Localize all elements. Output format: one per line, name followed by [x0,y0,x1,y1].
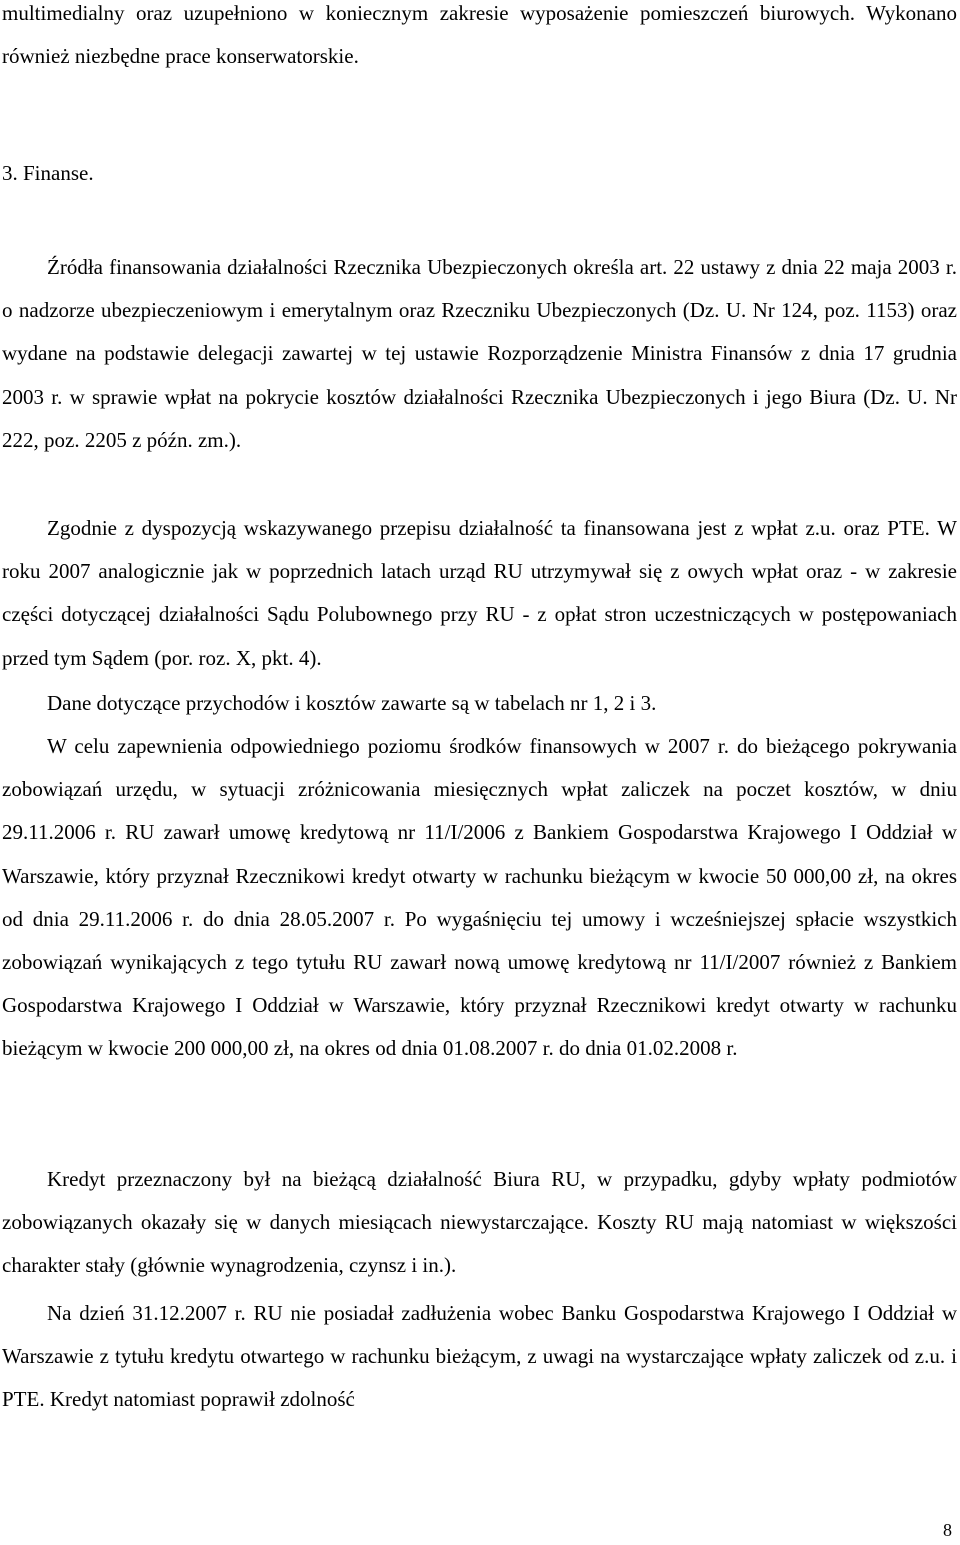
paragraph-credit-purpose: Kredyt przeznaczony był na bieżącą działalność Biura RU, w przypadku, gdyby wpłaty podmiotów zobowiązanych okazały się w danych miesiącach niewystarczające. Koszty RU mają natomiast w większości charakter stały (głównie wynagrodzenia, czynsz i in.). [2,1167,957,1278]
paragraph-credit-agreements: W celu zapewnienia odpowiedniego poziomu środków finansowych w 2007 r. do bieżącego pokrywania zobowiązań urzędu, w sytuacji zróżnicowania miesięcznych wpłat zaliczek na poczet kosztów, w dniu 29.11.2006 r. RU zawarł umowę kredytową nr 11/I/2006 z Bankiem Gospodarstwa Krajowego I Oddział w Warszawie, który przyznał Rzecznikowi kredyt otwarty w rachunku bieżącym w kwocie 50 000,00 zł, na okres od dnia 29.11.2006 r. do dnia 28.05.2007 r. Po wygaśnięciu tej umowy i wcześniejszej spłacie wszystkich zobowiązań wynikających z tego tytułu RU zawarł nową umowę kredytową nr 11/I/2007 również z Bankiem Gospodarstwa Krajowego I Oddział w Warszawie, który przyznał Rzecznikowi kredyt otwarty w rachunku bieżącym w kwocie 200 000,00 zł, na okres od dnia 01.08.2007 r. do dnia 01.02.2008 r. [2,734,957,1061]
paragraph-tables-reference: Dane dotyczące przychodów i kosztów zawarte są w tabelach nr 1, 2 i 3. [47,691,657,715]
page-number: 8 [943,1520,952,1540]
paragraph-year-end-debt: Na dzień 31.12.2007 r. RU nie posiadał zadłużenia wobec Banku Gospodarstwa Krajowego I Oddział w Warszawie z tytułu kredytu otwartego w rachunku bieżącym, z uwagi na wystarczające wpłaty zaliczek od z.u. i PTE. Kredyt natomiast poprawił zdolność [2,1301,957,1412]
paragraph-office-equipment: multimedialny oraz uzupełniono w koniecznym zakresie wyposażenie pomieszczeń biurowych. Wykonano również niezbędne prace konserwatorskie. [2,1,957,69]
section-heading-finanse: 3. Finanse. [2,161,94,185]
paragraph-financing-contributions: Zgodnie z dyspozycją wskazywanego przepisu działalność ta finansowana jest z wpłat z.u. oraz PTE. W roku 2007 analogicznie jak w poprzednich latach urząd RU utrzymywał się z owych wpłat oraz - w zakresie części dotyczącej działalności Sądu Polubownego przy RU - z opłat stron uczestniczących w postępowaniach przed tym Sądem (por. roz. X, pkt. 4). [2,516,957,670]
paragraph-funding-sources: Źródła finansowania działalności Rzecznika Ubezpieczonych określa art. 22 ustawy z dnia 22 maja 2003 r. o nadzorze ubezpieczeniowym i emerytalnym oraz Rzeczniku Ubezpieczonych (Dz. U. Nr 124, poz. 1153) oraz wydane na podstawie delegacji zawartej w tej ustawie Rozporządzenie Ministra Finansów z dnia 17 grudnia 2003 r. w sprawie wpłat na pokrycie kosztów działalności Rzecznika Ubezpieczonych i jego Biura (Dz. U. Nr 222, poz. 2205 z późn. zm.). [2,255,957,452]
